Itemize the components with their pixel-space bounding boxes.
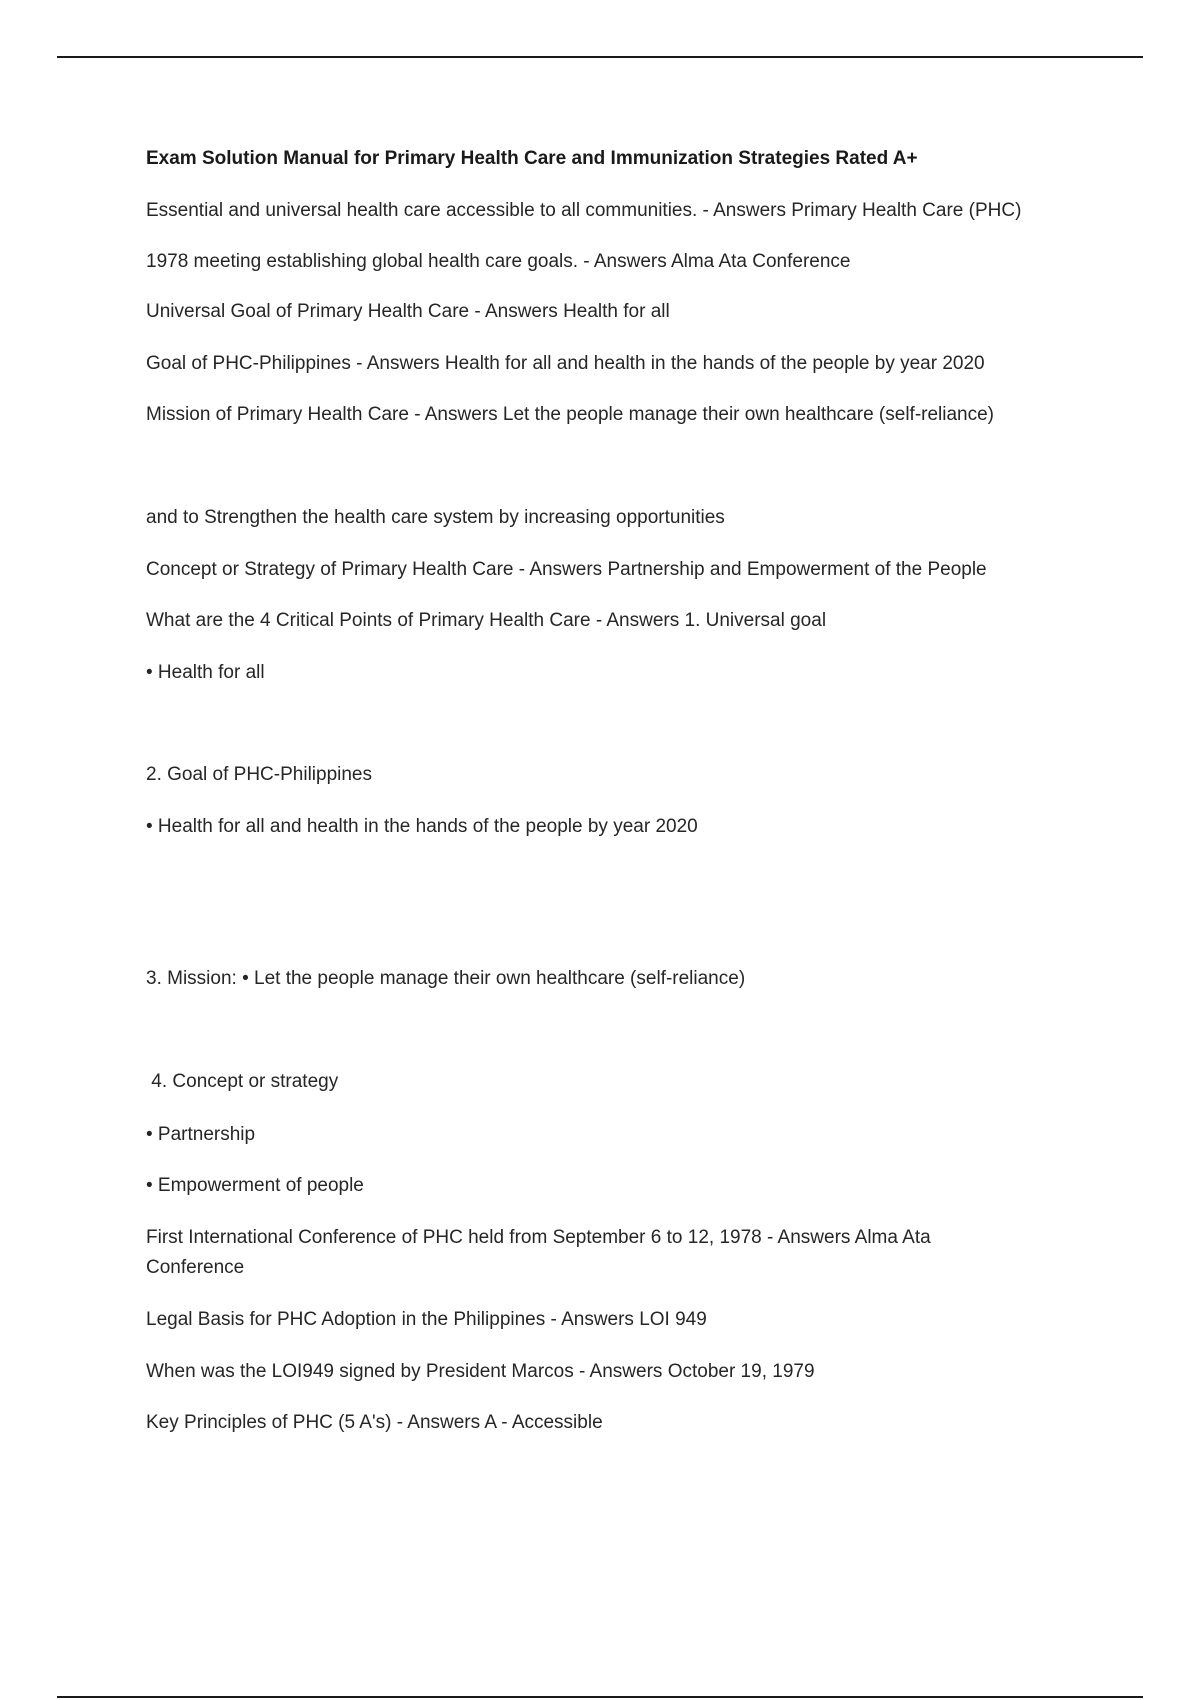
text-line: and to Strengthen the health care system by increasing opportunities (146, 507, 725, 528)
list-item: • Health for all (146, 662, 265, 683)
text-line: Universal Goal of Primary Health Care - Answers Health for all (146, 301, 670, 322)
list-item: 3. Mission: • Let the people manage their own healthcare (self-reliance) (146, 968, 746, 989)
list-item: • Health for all and health in the hands of the people by year 2020 (146, 816, 698, 837)
text-line: When was the LOI949 signed by President Marcos - Answers October 19, 1979 (146, 1361, 815, 1382)
header-rule (57, 56, 1143, 58)
text-line: What are the 4 Critical Points of Primary Health Care - Answers 1. Universal goal (146, 610, 827, 631)
list-item: 2. Goal of PHC-Philippines (146, 764, 372, 785)
text-line: Goal of PHC-Philippines - Answers Health for all and health in the hands of the people by year 2020 (146, 353, 985, 374)
footer-rule (57, 1696, 1143, 1698)
list-item: • Partnership (146, 1124, 256, 1145)
text-line: Legal Basis for PHC Adoption in the Philippines - Answers LOI 949 (146, 1309, 707, 1330)
text-line: Concept or Strategy of Primary Health Care - Answers Partnership and Empowerment of the People (146, 559, 987, 580)
text-line: Mission of Primary Health Care - Answers Let the people manage their own healthcare (self-reliance) (146, 404, 995, 425)
text-line: Key Principles of PHC (5 A's) - Answers A - Accessible (146, 1412, 603, 1433)
list-item: 4. Concept or strategy (146, 1071, 339, 1092)
text-line: 1978 meeting establishing global health care goals. - Answers Alma Ata Conference (146, 251, 851, 272)
list-item: • Empowerment of people (146, 1175, 364, 1196)
text-line: First International Conference of PHC held from September 6 to 12, 1978 - Answers Alma Ata Conference (146, 1227, 931, 1278)
text-line: Essential and universal health care accessible to all communities. - Answers Primary Health Care (PHC) (146, 200, 1022, 221)
document-title: Exam Solution Manual for Primary Health Care and Immunization Strategies Rated A+ (146, 148, 918, 169)
